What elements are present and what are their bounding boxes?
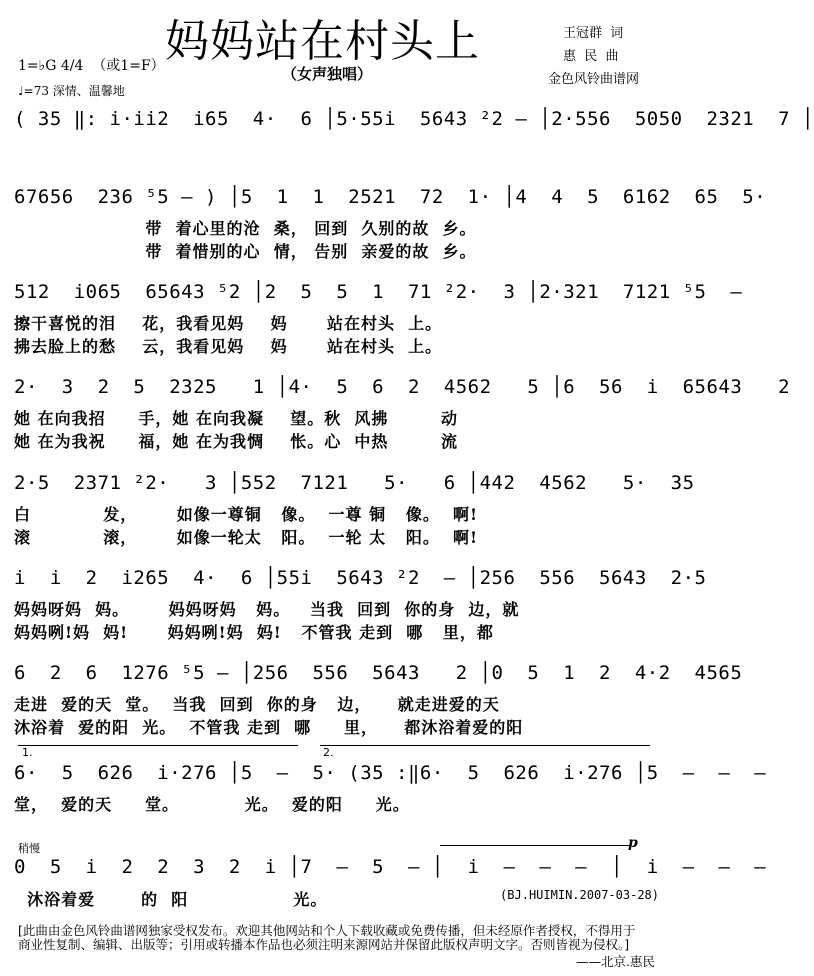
lyric-line: 妈妈呀妈 妈。 妈妈呀妈 妈。 当我 回到 你的身 边，就 bbox=[14, 600, 520, 619]
notation-row: 2·5 2371 ²2· 3 │552 7121 5· 6 │442 4562 5· 35 bbox=[14, 472, 695, 494]
notation-row: 2· 3 2 5 2325 1 │4· 5 6 2 4562 5 │6 56 i 65643 2 bbox=[14, 376, 791, 398]
lyric-line: 滚 滚， 如像一轮太 阳。 一轮 太 阳。 啊! bbox=[14, 528, 478, 547]
song-subtitle: （女声独唱） bbox=[282, 65, 373, 83]
copyright-notice: [此曲由金色风铃曲谱网独家受权发布。欢迎其他网站和个人下载收藏或免费传播，但未经原作者授权，不得用于 商业性复制、编辑、出版等；引用或转播本作品也必须注明来源网站并保留此版权声明文字。否则皆视为侵权。] bbox=[18, 923, 636, 952]
lyric-line: 走进 爱的天 堂。 当我 回到 你的身 边， 就走进爱的天 bbox=[14, 695, 500, 714]
lyric-line: 擦干喜悦的泪 花，我看见妈 妈 站在村头 上。 bbox=[14, 314, 443, 333]
lyric-line: 她 在为我祝 福，她 在为我惆 怅。心 中热 流 bbox=[14, 432, 458, 451]
key-signature: 1=♭G 4/4 （或1=F） bbox=[18, 58, 165, 74]
tempo-change: 稍慢 bbox=[18, 842, 40, 855]
composer-credit: 惠 民 曲 bbox=[563, 49, 619, 64]
notation-row: 0 5 i 2 2 3 2 i │7 – 5 – │ i – – – │ i – – – bbox=[14, 856, 767, 878]
lyric-line: 带 着心里的沧 桑， 回到 久别的故 乡。 bbox=[14, 219, 477, 238]
volta-second: 2. bbox=[323, 746, 334, 759]
tempo-marking: ♩=73 深情、温馨地 bbox=[18, 84, 125, 98]
lyric-line: 堂， 爱的天 堂。 光。 爱的阳 光。 bbox=[14, 795, 410, 814]
date-stamp: (BJ.HUIMIN.2007-03-28) bbox=[500, 888, 659, 902]
lyric-line: 她 在向我招 手，她 在向我凝 望。秋 风拂 动 bbox=[14, 409, 458, 428]
lyric-line: 拂去脸上的愁 云，我看见妈 妈 站在村头 上。 bbox=[14, 337, 443, 356]
notation-row: ( 35 ‖: i·ii2 i65 4· 6 │5·55i 5643 ²2 – │2·556 5050 2321 7 │ bbox=[14, 108, 814, 130]
lyric-line: 白 发， 如像一尊铜 像。 一尊 铜 像。 啊! bbox=[14, 505, 478, 524]
dynamic-mark: p bbox=[628, 835, 638, 851]
notation-row: 6 2 6 1276 ⁵5 – │256 556 5643 2 │0 5 1 2 4·2 4565 bbox=[14, 662, 743, 684]
lyric-line: 妈妈咧!妈 妈! 妈妈咧!妈 妈! 不管我 走到 哪 里，都 bbox=[14, 623, 494, 642]
notation-row: 6· 5 626 i·276 │5 – 5· (35 :‖6· 5 626 i·276 │5 – – – bbox=[14, 762, 767, 784]
notation-row: i i 2 i265 4· 6 │55i 5643 ²2 – │256 556 5643 2·5 bbox=[14, 567, 707, 589]
lyric-line: 沐浴着 爱的阳 光。 不管我 走到 哪 里， 都沐浴着爱的阳 bbox=[14, 718, 524, 737]
lyric-line: 带 着惜别的心 情， 告别 亲爱的故 乡。 bbox=[14, 242, 477, 261]
lyricist-credit: 王冠群 词 bbox=[563, 26, 624, 41]
notation-row: 512 i065 65643 ⁵2 │2 5 5 1 71 ²2· 3 │2·321 7121 ⁵5 – bbox=[14, 281, 743, 303]
notation-row: 67656 236 ⁵5 – ) │5 1 1 2521 72 1· │4 4 5 6162 65 5· bbox=[14, 186, 767, 208]
volta-first: 1. bbox=[22, 746, 33, 759]
signature: ——北京.惠民 bbox=[576, 954, 655, 969]
lyric-line: 沐浴着爱 的 阳 光。 bbox=[14, 890, 328, 909]
song-title: 妈妈站在村头上 bbox=[165, 16, 480, 67]
site-name: 金色风铃曲谱网 bbox=[548, 72, 640, 87]
